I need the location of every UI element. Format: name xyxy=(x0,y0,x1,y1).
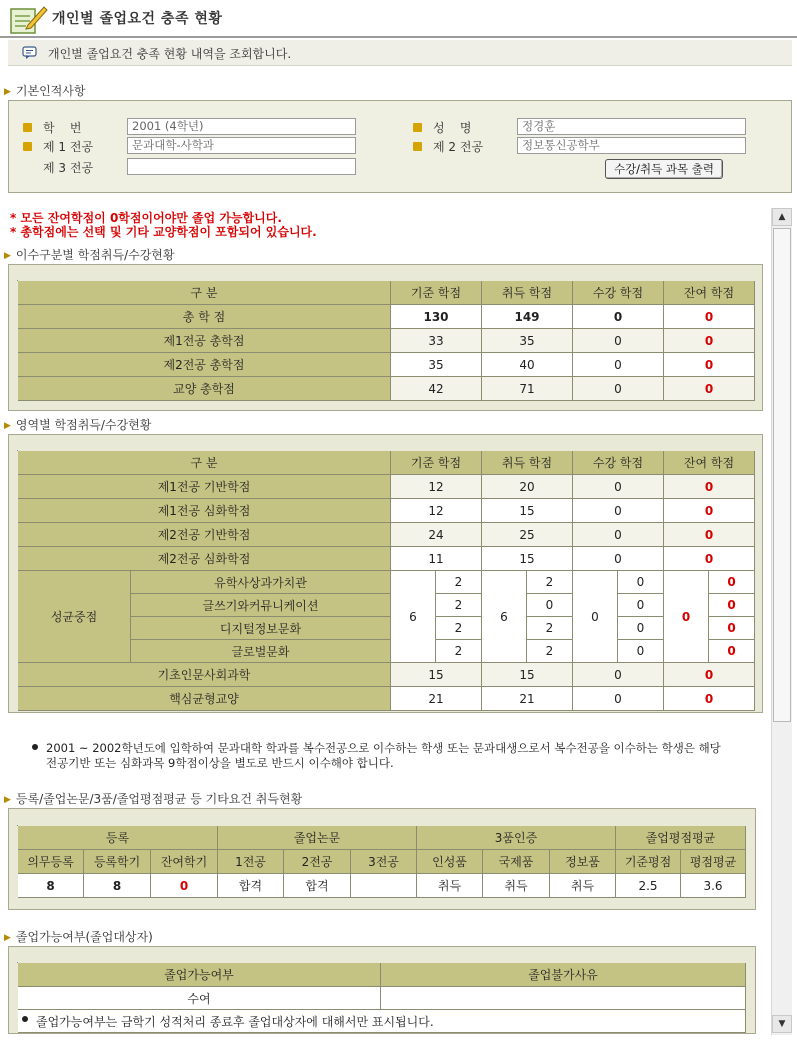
section-title-category: ▶ 이수구분별 학점취득/수강현황 xyxy=(4,248,175,262)
etc-panel xyxy=(8,808,756,910)
cell-taking: 0 xyxy=(573,305,664,329)
subheader: 평점평균 xyxy=(681,850,746,874)
sub-cell-taking: 0 xyxy=(618,594,664,617)
cell-remaining: 0 xyxy=(664,305,755,329)
notice-remaining-credits: * 모든 잔여학점이 0학점이어야만 졸업 가능합니다. xyxy=(10,211,282,225)
cell-earned: 149 xyxy=(482,305,573,329)
notice-total-credits: * 총학점에는 선택 및 기타 교양학점이 포함되어 있습니다. xyxy=(10,225,317,239)
bullet-icon xyxy=(23,123,32,132)
sub-row-label: 글로벌문화 xyxy=(131,640,391,663)
etc-value: 합격 xyxy=(284,874,351,898)
major1-field[interactable]: 문과대학-사학과 xyxy=(127,137,356,154)
cell-taking: 0 xyxy=(573,687,664,711)
sub-cell-earned: 2 xyxy=(527,617,573,640)
graduation-panel xyxy=(8,946,756,1034)
double-major-note-cont: 전공기반 또는 심화과목 9학점이상을 별도로 반드시 이수해야 합니다. xyxy=(46,756,394,770)
group-base-total: 6 xyxy=(391,571,436,663)
cell-base: 24 xyxy=(391,523,482,547)
cell-taking: 0 xyxy=(573,475,664,499)
etc-value: 0 xyxy=(151,874,218,898)
print-courses-button[interactable]: 수강/취득 과목 출력 xyxy=(605,159,723,179)
row-label: 제1전공 총학점 xyxy=(18,329,391,353)
area-panel xyxy=(8,434,763,713)
cell-base: 11 xyxy=(391,547,482,571)
etc-value: 합격 xyxy=(218,874,284,898)
cell-earned: 40 xyxy=(482,353,573,377)
cell-base: 42 xyxy=(391,377,482,401)
cell-earned: 25 xyxy=(482,523,573,547)
sub-cell-remaining: 0 xyxy=(709,571,755,594)
sub-cell-taking: 0 xyxy=(618,640,664,663)
arrow-down-icon: ▼ xyxy=(778,1019,786,1029)
group-header-registration: 등록 xyxy=(18,826,218,850)
sub-cell-taking: 0 xyxy=(618,617,664,640)
cell-earned: 15 xyxy=(482,499,573,523)
cell-base: 33 xyxy=(391,329,482,353)
basic-info-box xyxy=(8,100,792,193)
cell-base: 130 xyxy=(391,305,482,329)
etc-value: 취득 xyxy=(417,874,483,898)
name-label: 성 명 xyxy=(413,119,471,136)
col-header-grad-reason: 졸업불가사유 xyxy=(381,963,746,987)
cell-earned: 15 xyxy=(482,547,573,571)
subheader: 3전공 xyxy=(351,850,417,874)
group-taking-total: 0 xyxy=(573,571,618,663)
col-header-earned: 취득 학점 xyxy=(482,451,573,475)
page-description: 개인별 졸업요건 충족 현황 내역을 조회합니다. xyxy=(48,47,292,61)
cell-remaining: 0 xyxy=(664,547,755,571)
page-title: 개인별 졸업요건 충족 현황 xyxy=(52,11,223,27)
arrow-right-icon: ▶ xyxy=(4,251,11,261)
scroll-down-button[interactable] xyxy=(772,1015,792,1033)
row-label: 교양 총학점 xyxy=(18,377,391,401)
arrow-right-icon: ▶ xyxy=(4,933,11,943)
cell-taking: 0 xyxy=(573,523,664,547)
sub-cell-earned: 2 xyxy=(527,571,573,594)
sub-cell-base: 2 xyxy=(436,594,482,617)
grad-reason-value xyxy=(381,987,746,1010)
category-table xyxy=(17,280,735,396)
cell-remaining: 0 xyxy=(664,353,755,377)
vertical-scrollbar[interactable] xyxy=(771,208,792,1035)
cell-remaining: 0 xyxy=(664,663,755,687)
sub-cell-remaining: 0 xyxy=(709,594,755,617)
group-label: 성균중점 xyxy=(18,571,131,663)
bullet-dot-icon xyxy=(22,1016,28,1022)
etc-value: 취득 xyxy=(483,874,550,898)
group-earned-total: 6 xyxy=(482,571,527,663)
row-label: 총 학 점 xyxy=(18,305,391,329)
cell-base: 12 xyxy=(391,475,482,499)
major2-label: 제 2 전공 xyxy=(413,138,483,155)
area-table xyxy=(17,450,736,706)
cell-taking: 0 xyxy=(573,329,664,353)
name-field[interactable]: 정경훈 xyxy=(517,118,746,135)
major3-label: 제 3 전공 xyxy=(43,161,94,175)
subheader: 의무등록 xyxy=(18,850,84,874)
bullet-icon xyxy=(413,142,422,151)
subheader: 잔여학기 xyxy=(151,850,218,874)
bullet-icon xyxy=(413,123,422,132)
grad-footnote-row xyxy=(18,1010,746,1033)
cell-taking: 0 xyxy=(573,663,664,687)
cell-remaining: 0 xyxy=(664,499,755,523)
sub-row-label: 유학사상과가치관 xyxy=(131,571,391,594)
arrow-right-icon: ▶ xyxy=(4,87,11,97)
graduation-table xyxy=(17,962,598,1029)
cell-base: 15 xyxy=(391,663,482,687)
cell-earned: 20 xyxy=(482,475,573,499)
sub-cell-base: 2 xyxy=(436,640,482,663)
speech-bubble-icon xyxy=(22,45,37,60)
etc-value: 8 xyxy=(84,874,151,898)
major1-label: 제 1 전공 xyxy=(23,138,93,155)
section-title-area: ▶ 영역별 학점취득/수강현황 xyxy=(4,418,152,432)
student-id-field[interactable]: 2001 (4학년) xyxy=(127,118,356,135)
etc-value: 3.6 xyxy=(681,874,746,898)
cell-earned: 71 xyxy=(482,377,573,401)
sub-cell-base: 2 xyxy=(436,571,482,594)
arrow-up-icon: ▲ xyxy=(778,212,786,222)
cell-taking: 0 xyxy=(573,353,664,377)
subheader: 정보품 xyxy=(550,850,616,874)
sub-row-label: 글쓰기와커뮤니케이션 xyxy=(131,594,391,617)
group-remaining-total: 0 xyxy=(664,571,709,663)
etc-table xyxy=(17,825,737,893)
cell-remaining: 0 xyxy=(664,687,755,711)
cell-remaining: 0 xyxy=(664,523,755,547)
category-panel xyxy=(8,264,763,411)
sub-cell-remaining: 0 xyxy=(709,617,755,640)
sub-cell-taking: 0 xyxy=(618,571,664,594)
row-label: 핵심균형교양 xyxy=(18,687,391,711)
col-header-category: 구 분 xyxy=(18,451,391,475)
row-label: 제1전공 기반학점 xyxy=(18,475,391,499)
scroll-up-button[interactable] xyxy=(772,208,792,226)
subheader: 국제품 xyxy=(483,850,550,874)
page-header xyxy=(0,0,797,38)
sub-cell-remaining: 0 xyxy=(709,640,755,663)
cell-base: 21 xyxy=(391,687,482,711)
major3-field[interactable] xyxy=(127,158,356,175)
scroll-thumb[interactable] xyxy=(773,228,791,722)
cell-earned: 21 xyxy=(482,687,573,711)
col-header-base: 기준 학점 xyxy=(391,281,482,305)
subheader: 2전공 xyxy=(284,850,351,874)
double-major-note: 2001 ~ 2002학년도에 입학하여 문과대학 학과를 복수전공으로 이수하는 학생 또는 문과대생으로서 복수전공을 이수하는 학생은 해당 xyxy=(32,740,768,756)
group-header-gpa: 졸업평점평균 xyxy=(616,826,746,850)
col-header-earned: 취득 학점 xyxy=(482,281,573,305)
col-header-base: 기준 학점 xyxy=(391,451,482,475)
cell-earned: 15 xyxy=(482,663,573,687)
cell-base: 35 xyxy=(391,353,482,377)
cell-taking: 0 xyxy=(573,547,664,571)
etc-value: 2.5 xyxy=(616,874,681,898)
section-title-basic-info: ▶ 기본인적사항 xyxy=(4,84,86,98)
cell-remaining: 0 xyxy=(664,329,755,353)
subheader: 등록학기 xyxy=(84,850,151,874)
cell-earned: 35 xyxy=(482,329,573,353)
col-header-remaining: 잔여 학점 xyxy=(664,451,755,475)
row-label: 기초인문사회과학 xyxy=(18,663,391,687)
group-header-3pum: 3품인증 xyxy=(417,826,616,850)
etc-value: 취득 xyxy=(550,874,616,898)
etc-value: 8 xyxy=(18,874,84,898)
major2-field[interactable]: 정보통신공학부 xyxy=(517,137,746,154)
grad-status-value: 수여 xyxy=(18,987,381,1010)
etc-value xyxy=(351,874,417,898)
row-label: 제2전공 기반학점 xyxy=(18,523,391,547)
row-label: 제2전공 심화학점 xyxy=(18,547,391,571)
student-id-label: 학 번 xyxy=(23,119,81,136)
bullet-dot-icon xyxy=(32,744,38,750)
grad-footnote: 졸업가능여부는 금학기 성적처리 종료후 졸업대상자에 대해서만 표시됩니다. xyxy=(36,1014,434,1029)
sub-row-label: 디지털정보문화 xyxy=(131,617,391,640)
cell-base: 12 xyxy=(391,499,482,523)
col-header-taking: 수강 학점 xyxy=(573,281,664,305)
cell-remaining: 0 xyxy=(664,377,755,401)
cell-remaining: 0 xyxy=(664,475,755,499)
subheader: 인성품 xyxy=(417,850,483,874)
section-title-graduation: ▶ 졸업가능여부(졸업대상자) xyxy=(4,930,153,944)
row-label: 제1전공 심화학점 xyxy=(18,499,391,523)
cell-taking: 0 xyxy=(573,377,664,401)
group-header-thesis: 졸업논문 xyxy=(218,826,417,850)
col-header-category: 구 분 xyxy=(18,281,391,305)
section-title-etc: ▶ 등록/졸업논문/3품/졸업평점평균 등 기타요건 취득현황 xyxy=(4,792,303,806)
col-header-grad-status: 졸업가능여부 xyxy=(18,963,381,987)
arrow-right-icon: ▶ xyxy=(4,795,11,805)
cell-taking: 0 xyxy=(573,499,664,523)
sub-cell-base: 2 xyxy=(436,617,482,640)
col-header-remaining: 잔여 학점 xyxy=(664,281,755,305)
notepad-pencil-icon xyxy=(8,3,48,35)
page-description-bar xyxy=(8,40,792,66)
sub-cell-earned: 0 xyxy=(527,594,573,617)
subheader: 기준평점 xyxy=(616,850,681,874)
bullet-icon xyxy=(23,142,32,151)
row-label: 제2전공 총학점 xyxy=(18,353,391,377)
col-header-taking: 수강 학점 xyxy=(573,451,664,475)
subheader: 1전공 xyxy=(218,850,284,874)
arrow-right-icon: ▶ xyxy=(4,421,11,431)
sub-cell-earned: 2 xyxy=(527,640,573,663)
